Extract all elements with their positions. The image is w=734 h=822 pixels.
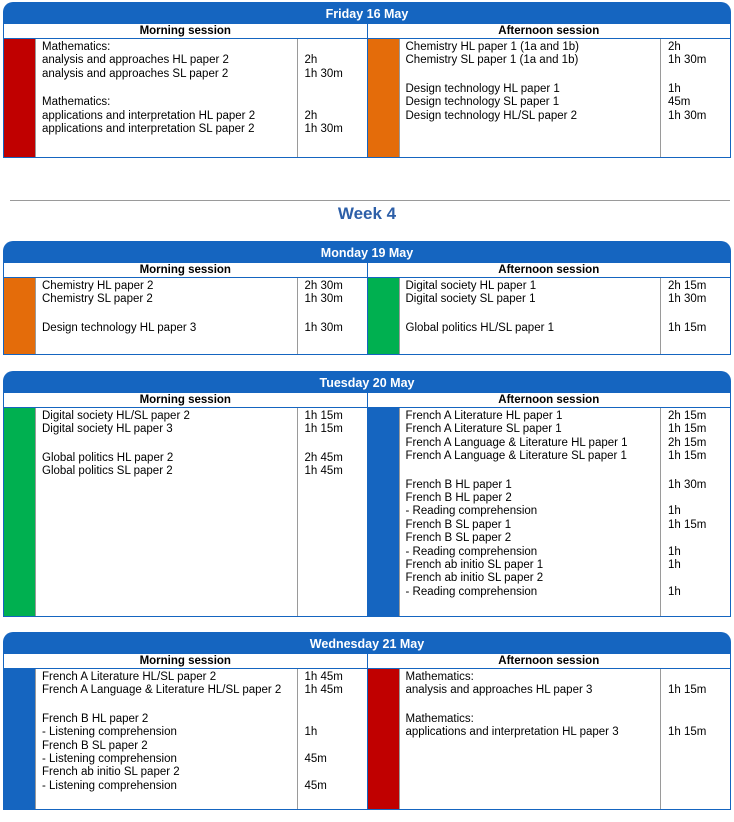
morning-session-header: Morning session xyxy=(4,24,367,39)
morning-session xyxy=(4,654,367,809)
exam-duration: 45m xyxy=(304,779,327,792)
subject-color-bar xyxy=(368,278,400,354)
exam-name: French B HL paper 2 xyxy=(42,712,149,725)
exam-name: French A Literature HL paper 1 xyxy=(405,410,563,422)
exam-name: Chemistry HL paper 1 (1a and 1b) xyxy=(405,41,579,53)
exam-duration: 1h 45m xyxy=(304,684,343,697)
exam-duration: 45m xyxy=(304,752,327,765)
exam-duration xyxy=(305,766,367,779)
session-body xyxy=(368,39,731,157)
exam-duration: 2h xyxy=(304,109,318,122)
afternoon-session-header: Afternoon session xyxy=(368,24,731,39)
exam-duration: 1h 15m xyxy=(668,321,707,334)
exam-duration: 2h 15m xyxy=(668,436,707,449)
exam-name: Global politics HL/SL paper 1 xyxy=(405,321,555,334)
exam-names xyxy=(400,278,661,354)
subject-color-bar xyxy=(4,408,36,616)
exam-duration: 1h 30m xyxy=(304,67,343,80)
exam-name: French A Literature HL/SL paper 2 xyxy=(42,671,217,683)
day-friday-16-may xyxy=(3,2,731,158)
exam-duration: 1h xyxy=(668,545,681,558)
exam-duration: 1h xyxy=(668,585,681,598)
afternoon-session-header: Afternoon session xyxy=(368,654,731,669)
exam-name: Digital society SL paper 1 xyxy=(405,293,536,306)
exam-duration: 2h 30m xyxy=(304,280,343,292)
afternoon-session xyxy=(367,393,731,616)
exam-duration: 1h 30m xyxy=(304,122,343,135)
exam-name: applications and interpretation HL paper 3 xyxy=(405,726,619,739)
exam-duration xyxy=(305,740,367,753)
exam-name: analysis and approaches HL paper 3 xyxy=(405,684,593,697)
exam-duration: 2h 45m xyxy=(304,451,343,464)
exam-duration: 1h 30m xyxy=(668,109,707,122)
exam-durations xyxy=(660,39,730,157)
afternoon-session-header: Afternoon session xyxy=(368,393,731,408)
exam-duration xyxy=(305,41,367,54)
exam-name: French ab initio SL paper 2 xyxy=(405,572,544,585)
exam-names xyxy=(36,408,297,616)
exam-duration: 1h xyxy=(668,558,681,571)
subject-color-bar xyxy=(368,669,400,809)
exam-names xyxy=(400,408,661,616)
morning-session-header: Morning session xyxy=(4,263,367,278)
exam-durations xyxy=(297,278,367,354)
exam-name: Design technology HL/SL paper 2 xyxy=(405,109,578,122)
exam-names xyxy=(36,669,297,809)
exam-name: Mathematics: xyxy=(42,41,111,53)
morning-session xyxy=(4,393,367,616)
session-grid xyxy=(3,263,731,355)
exam-name: Chemistry HL paper 2 xyxy=(42,280,154,292)
exam-names xyxy=(400,39,661,157)
afternoon-session xyxy=(367,24,731,157)
exam-duration: 1h 15m xyxy=(668,518,707,531)
exam-name: French B HL paper 1 xyxy=(405,478,512,491)
exam-durations xyxy=(660,408,730,616)
subject-color-bar xyxy=(368,408,400,616)
exam-name: Mathematics: xyxy=(405,712,474,725)
morning-session-header: Morning session xyxy=(4,654,367,669)
exam-name: French A Language & Literature HL/SL paper 2 xyxy=(42,684,282,697)
exam-duration: 1h 15m xyxy=(668,423,707,436)
exam-name: Digital society HL/SL paper 2 xyxy=(42,410,190,422)
exam-name: Design technology HL paper 1 xyxy=(405,82,560,95)
exam-duration: 2h xyxy=(668,41,681,53)
day-monday-19-may xyxy=(3,241,731,355)
exam-name: French A Language & Literature HL paper 1 xyxy=(405,436,628,449)
exam-duration: 2h 15m xyxy=(668,280,707,292)
exam-duration: 1h 15m xyxy=(304,423,343,436)
exam-duration: 1h 30m xyxy=(304,321,343,334)
exam-name: - Listening comprehension xyxy=(42,752,177,765)
exam-duration: 1h xyxy=(668,505,681,518)
morning-session xyxy=(4,263,367,354)
exam-name: Digital society HL paper 1 xyxy=(405,280,537,292)
exam-name: - Listening comprehension xyxy=(42,779,177,792)
exam-duration xyxy=(668,713,730,726)
day-header: Friday 16 May xyxy=(3,2,731,24)
exam-duration xyxy=(668,492,730,505)
afternoon-session-header: Afternoon session xyxy=(368,263,731,278)
exam-name: analysis and approaches SL paper 2 xyxy=(42,67,229,80)
exam-name: French B SL paper 1 xyxy=(405,518,512,531)
exam-name: French B HL paper 2 xyxy=(405,491,512,504)
exam-name: Global politics SL paper 2 xyxy=(42,465,173,478)
exam-duration: 45m xyxy=(668,96,691,109)
session-grid xyxy=(3,393,731,617)
exam-name: French A Literature SL paper 1 xyxy=(405,423,562,436)
exam-name: Digital society HL paper 3 xyxy=(42,423,173,436)
exam-durations xyxy=(660,278,730,354)
exam-duration: 1h 45m xyxy=(304,465,343,478)
exam-name: Design technology SL paper 1 xyxy=(405,96,560,109)
subject-color-bar xyxy=(4,278,36,354)
exam-duration xyxy=(668,572,730,585)
subject-color-bar xyxy=(368,39,400,157)
session-body xyxy=(368,278,731,354)
exam-names xyxy=(400,669,661,809)
exam-name: - Reading comprehension xyxy=(405,505,538,518)
exam-durations xyxy=(297,408,367,616)
exam-durations xyxy=(297,669,367,809)
exam-duration xyxy=(305,96,367,109)
exam-name: French ab initio SL paper 1 xyxy=(405,558,544,571)
exam-name: Mathematics: xyxy=(405,671,474,683)
exam-name: applications and interpretation SL paper 2 xyxy=(42,122,255,135)
week-divider xyxy=(10,200,730,201)
session-body xyxy=(4,278,367,354)
exam-duration: 1h 15m xyxy=(304,410,343,422)
exam-name: Chemistry SL paper 1 (1a and 1b) xyxy=(405,54,579,67)
day-header: Monday 19 May xyxy=(3,241,731,263)
session-body xyxy=(4,669,367,809)
exam-durations xyxy=(660,669,730,809)
exam-duration: 1h 45m xyxy=(304,671,343,683)
exam-duration: 1h 30m xyxy=(668,54,707,67)
subject-color-bar xyxy=(4,39,36,157)
exam-name: - Reading comprehension xyxy=(405,545,538,558)
exam-name: - Listening comprehension xyxy=(42,726,177,739)
exam-duration: 1h 30m xyxy=(668,478,707,491)
exam-name: Chemistry SL paper 2 xyxy=(42,293,153,306)
exam-name: analysis and approaches HL paper 2 xyxy=(42,54,229,67)
exam-name: applications and interpretation HL paper 2 xyxy=(42,109,256,122)
afternoon-session xyxy=(367,263,731,354)
morning-session xyxy=(4,24,367,157)
exam-duration: 1h 30m xyxy=(304,293,343,306)
exam-name: - Reading comprehension xyxy=(405,585,538,598)
session-body xyxy=(4,408,367,616)
session-body xyxy=(368,669,731,809)
exam-name: French B SL paper 2 xyxy=(405,532,512,545)
exam-name: Mathematics: xyxy=(42,96,111,109)
exam-name: French A Language & Literature SL paper 1 xyxy=(405,450,627,463)
morning-session-header: Morning session xyxy=(4,393,367,408)
exam-name: Global politics HL paper 2 xyxy=(42,451,174,464)
day-header: Wednesday 21 May xyxy=(3,632,731,654)
exam-duration xyxy=(305,713,367,726)
session-body xyxy=(4,39,367,157)
exam-duration: 1h xyxy=(668,82,681,95)
exam-duration: 1h 30m xyxy=(668,293,707,306)
week-title: Week 4 xyxy=(337,204,397,223)
exam-names xyxy=(36,39,297,157)
exam-names xyxy=(36,278,297,354)
subject-color-bar xyxy=(4,669,36,809)
exam-duration: 2h xyxy=(304,54,318,67)
exam-durations xyxy=(297,39,367,157)
session-body xyxy=(368,408,731,616)
exam-duration: 1h xyxy=(304,726,318,739)
day-header: Tuesday 20 May xyxy=(3,371,731,393)
exam-duration: 1h 15m xyxy=(668,684,707,697)
exam-name: French ab initio SL paper 2 xyxy=(42,766,180,779)
exam-duration xyxy=(668,532,730,545)
afternoon-session xyxy=(367,654,731,809)
exam-name: Design technology HL paper 3 xyxy=(42,321,197,334)
day-tuesday-20-may xyxy=(3,371,731,617)
exam-duration: 2h 15m xyxy=(668,410,707,422)
day-wednesday-21-may xyxy=(3,632,731,810)
exam-duration: 1h 15m xyxy=(668,726,707,739)
exam-duration: 1h 15m xyxy=(668,450,707,463)
exam-name: French B SL paper 2 xyxy=(42,739,148,752)
session-grid xyxy=(3,654,731,810)
exam-duration xyxy=(668,671,730,684)
session-grid xyxy=(3,24,731,158)
